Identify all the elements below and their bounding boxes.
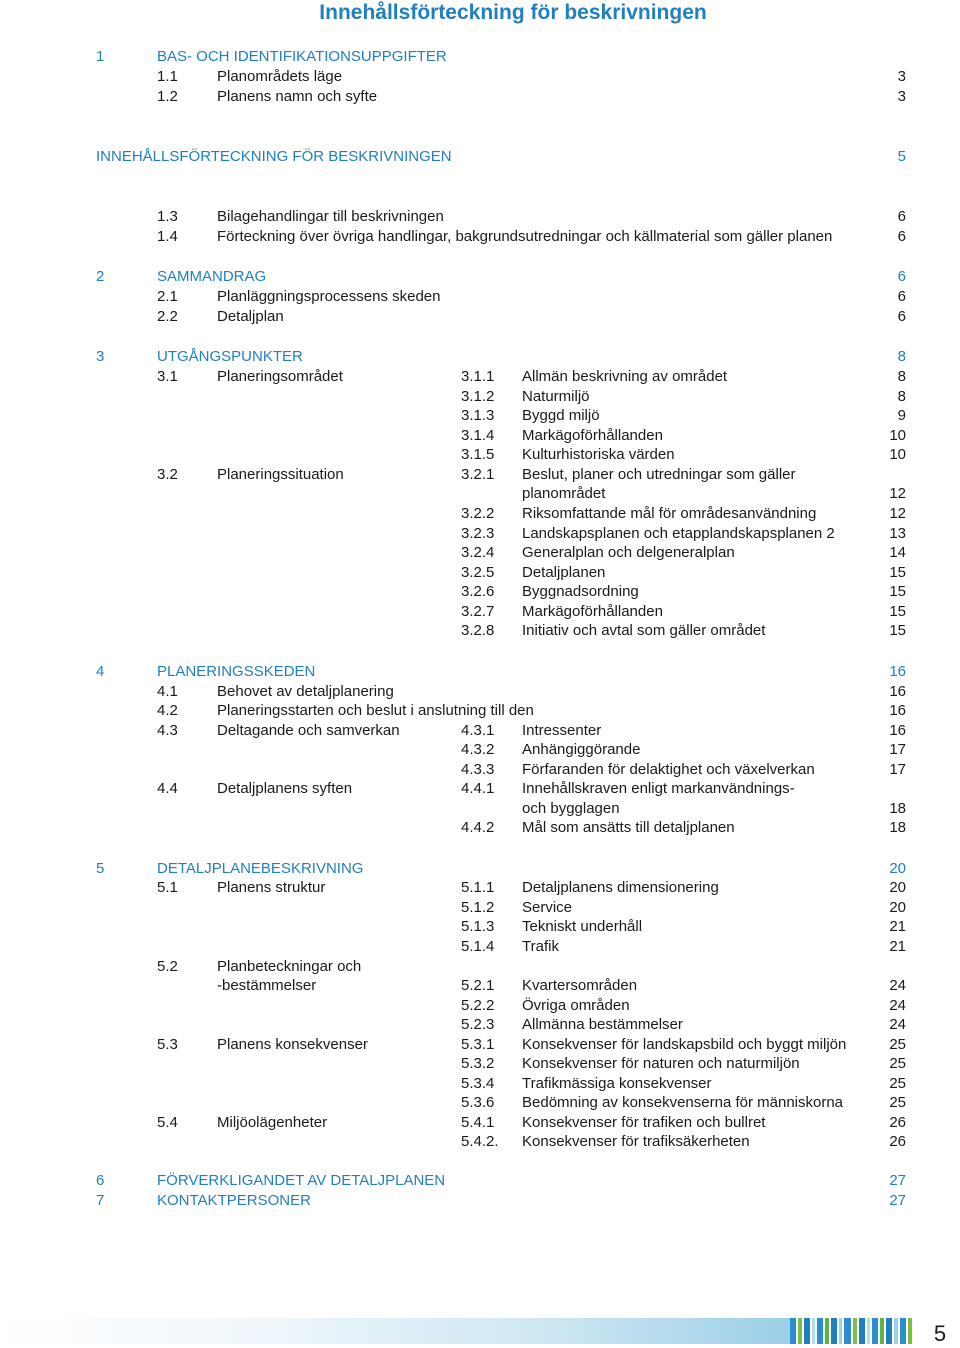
toc-subsubsection-title: Service [522,899,573,916]
toc-subsubsection-title: Trafikmässiga konsekvenser [522,1075,712,1092]
toc-page-number: 6 [897,208,906,225]
toc-section-number: 7 [96,1192,105,1209]
toc-page-number: 27 [889,1172,906,1189]
footer-stripe [817,1318,823,1344]
toc-subsection-title: Detaljplan [217,308,284,325]
page-title: Innehållsförteckning för beskrivningen [319,1,707,24]
toc-page-number: 26 [889,1114,906,1131]
toc-subsubsection-number: 5.2.1 [461,977,495,994]
toc-subsection-title: Miljöolägenheter [217,1114,328,1131]
toc-subsection-title: Planens struktur [217,879,326,896]
toc-section-title: SAMMANDRAG [157,268,267,285]
toc-page-number: 15 [889,622,906,639]
toc-entry-row[interactable] [0,818,960,838]
toc-entry-row[interactable] [0,1113,960,1133]
toc-subsection-title: Planens konsekvenser [217,1036,368,1053]
toc-subsubsection-number: 3.2.5 [461,564,495,581]
toc-page-number: 10 [889,446,906,463]
toc-subsubsection-title: och bygglagen [522,800,620,817]
toc-entry-row[interactable] [0,287,960,307]
toc-subsubsection-title: Konsekvenser för naturen och naturmiljön [522,1055,800,1072]
toc-subsubsection-number: 5.1.3 [461,918,495,935]
toc-page-number: 25 [889,1055,906,1072]
toc-entry-row[interactable] [0,1074,960,1094]
toc-entry-row[interactable] [0,957,960,977]
toc-page-number: 24 [889,997,906,1014]
toc-entry-row[interactable] [0,1054,960,1074]
toc-page-number: 3 [897,88,906,105]
toc-subsubsection-title: Allmänna bestämmelser [522,1016,683,1033]
toc-subsection-title: Behovet av detaljplanering [217,683,394,700]
toc-subsection-title: Förteckning över övriga handlingar, bakgrundsutredningar och källmaterial som gäller planen [217,228,833,245]
toc-subsection-number: 5.3 [157,1036,178,1053]
toc-subsection-title: Bilagehandlingar till beskrivningen [217,208,444,225]
toc-subsubsection-number: 4.3.2 [461,741,495,758]
toc-subsubsection-number: 5.1.2 [461,899,495,916]
footer-stripe [867,1318,870,1344]
toc-subsubsection-title: Markägoförhållanden [522,603,663,620]
toc-subsubsection-title: Trafik [522,938,559,955]
toc-subsection-number: 5.1 [157,879,178,896]
toc-page-number: 6 [897,308,906,325]
toc-subsubsection-title: planområdet [522,485,606,502]
toc-entry-row[interactable] [0,524,960,544]
toc-subsection-number: 5.2 [157,958,178,975]
toc-entry-row[interactable] [0,1035,960,1055]
toc-section-number: 5 [96,860,105,877]
toc-subsection-title: -bestämmelser [217,977,317,994]
toc-entry-row[interactable] [0,582,960,602]
toc-page-number: 18 [889,800,906,817]
toc-subsubsection-number: 5.4.1 [461,1114,495,1131]
toc-entry-row[interactable] [0,996,960,1016]
toc-subsubsection-title: Detaljplanen [522,564,606,581]
toc-entry-row[interactable] [0,484,960,504]
toc-page-number: 21 [889,938,906,955]
toc-subsection-title: Planläggningsprocessens skeden [217,288,441,305]
toc-page-number: 12 [889,505,906,522]
toc-subsection-number: 2.1 [157,288,178,305]
toc-subsubsection-title: Landskapsplanen och etapplandskapsplanen 2 [522,525,835,542]
toc-entry-row[interactable] [0,740,960,760]
toc-subsection-title: Detaljplanens syften [217,780,353,797]
toc-entry-row[interactable] [0,87,960,107]
toc-page-number: 18 [889,819,906,836]
footer-stripe [900,1318,906,1344]
footer-stripe [790,1318,796,1344]
toc-entry-row[interactable] [0,207,960,227]
toc-subsubsection-number: 4.4.1 [461,780,495,797]
toc-section-number: 3 [96,348,105,365]
toc-subsubsection-number: 5.3.2 [461,1055,495,1072]
toc-page-number: 15 [889,564,906,581]
toc-subsection-title: Deltagande och samverkan [217,722,400,739]
toc-subsubsection-title: Kulturhistoriska värden [522,446,675,463]
toc-subsubsection-title: Allmän beskrivning av området [522,368,728,385]
toc-subsubsection-title: Generalplan och delgeneralplan [522,544,735,561]
toc-subsubsection-title: Konsekvenser för trafiken och bullret [522,1114,766,1131]
toc-page-number: 16 [889,683,906,700]
toc-entry-row[interactable] [0,682,960,702]
toc-section-title: INNEHÅLLSFÖRTECKNING FÖR BESKRIVNINGEN [96,148,452,165]
toc-page-number: 25 [889,1036,906,1053]
toc-subsection-number: 4.2 [157,702,178,719]
toc-subsection-title: Planbeteckningar och [217,958,362,975]
toc-page-number: 26 [889,1133,906,1150]
toc-subsubsection-title: Byggnadsordning [522,583,639,600]
toc-subsubsection-number: 3.1.4 [461,427,495,444]
toc-entry-row[interactable] [0,543,960,563]
toc-entry-row[interactable] [0,426,960,446]
toc-subsubsection-title: Mål som ansätts till detaljplanen [522,819,735,836]
toc-entry-row[interactable] [0,937,960,957]
toc-page-number: 6 [897,268,906,285]
toc-subsection-number: 2.2 [157,308,178,325]
toc-section-row[interactable] [0,267,960,287]
toc-section-title: PLANERINGSSKEDEN [157,663,316,680]
toc-page-number: 9 [897,407,906,424]
toc-subsubsection-number: 5.3.1 [461,1036,495,1053]
toc-page-number: 20 [889,899,906,916]
toc-entry-row[interactable] [0,227,960,247]
footer-stripe [894,1318,898,1344]
toc-page-number: 12 [889,485,906,502]
toc-entry-row[interactable] [0,67,960,87]
footer-stripe [886,1318,892,1344]
toc-entry-row[interactable] [0,445,960,465]
toc-subsubsection-title: Initiativ och avtal som gäller området [522,622,766,639]
toc-entry-row[interactable] [0,147,960,167]
toc-subsubsection-number: 3.1.5 [461,446,495,463]
toc-section-row[interactable] [0,1191,960,1211]
toc-subsection-number: 4.4 [157,780,178,797]
toc-page-number: 24 [889,977,906,994]
toc-entry-row[interactable] [0,898,960,918]
toc-subsubsection-title: Kvartersområden [522,977,638,994]
toc-entry-row[interactable] [0,465,960,485]
toc-page-number: 17 [889,761,906,778]
toc-subsubsection-title: Anhängiggörande [522,741,641,758]
toc-subsubsection-number: 3.2.7 [461,603,495,620]
toc-subsection-title: Planens namn och syfte [217,88,378,105]
toc-subsubsection-title: Innehållskraven enligt markanvändnings- [522,780,795,797]
toc-subsection-title: Planeringsstarten och beslut i anslutning till den [217,702,534,719]
page-number: 5 [933,1321,947,1346]
toc-subsection-number: 1.3 [157,208,178,225]
toc-subsubsection-title: Konsekvenser för trafiksäkerheten [522,1133,750,1150]
toc-section-number: 6 [96,1172,105,1189]
toc-entry-row[interactable] [0,387,960,407]
toc-page-number: 27 [889,1192,906,1209]
toc-subsubsection-number: 5.1.4 [461,938,495,955]
toc-subsubsection-title: Detaljplanens dimensionering [522,879,719,896]
toc-subsection-title: Planeringsområdet [217,368,343,385]
toc-entry-row[interactable] [0,878,960,898]
toc-page-number: 17 [889,741,906,758]
toc-entry-row[interactable] [0,799,960,819]
toc-page-number: 8 [897,348,906,365]
toc-subsubsection-number: 5.1.1 [461,879,495,896]
toc-entry-row[interactable] [0,406,960,426]
toc-section-row[interactable] [0,859,960,879]
toc-page-number: 13 [889,525,906,542]
toc-subsubsection-number: 3.2.4 [461,544,495,561]
footer-decoration [0,1318,960,1348]
toc-subsection-number: 5.4 [157,1114,178,1131]
toc-subsection-number: 1.1 [157,68,178,85]
toc-subsubsection-title: Riksomfattande mål för områdesanvändning [522,505,817,522]
toc-entry-row[interactable] [0,976,960,996]
toc-section-title: UTGÅNGSPUNKTER [157,348,303,365]
toc-subsubsection-number: 4.4.2 [461,819,495,836]
footer-stripe [908,1318,912,1344]
toc-entry-row[interactable] [0,917,960,937]
footer-stripe [880,1318,884,1344]
footer-stripe [853,1318,857,1344]
toc-entry-row[interactable] [0,621,960,641]
toc-page-number: 6 [897,288,906,305]
footer-stripe [839,1318,842,1344]
toc-subsubsection-title: Konsekvenser för landskapsbild och byggt miljön [522,1036,847,1053]
toc-subsubsection-title: Bedömning av konsekvenserna för människorna [522,1094,844,1111]
toc-subsection-number: 3.1 [157,368,178,385]
toc-section-row[interactable] [0,347,960,367]
toc-page-number: 10 [889,427,906,444]
toc-subsubsection-title: Naturmiljö [522,388,590,405]
toc-subsubsection-number: 3.1.2 [461,388,495,405]
toc-subsubsection-number: 3.2.2 [461,505,495,522]
toc-page-number: 25 [889,1075,906,1092]
toc-subsubsection-title: Tekniskt underhåll [522,918,643,935]
toc-entry-row[interactable] [0,760,960,780]
toc-page-number: 15 [889,603,906,620]
toc-section-row[interactable] [0,47,960,67]
toc-page-number: 20 [889,860,906,877]
toc-subsubsection-number: 3.2.6 [461,583,495,600]
toc-entry-row[interactable] [0,701,960,721]
toc-section-row[interactable] [0,662,960,682]
toc-subsubsection-number: 3.2.3 [461,525,495,542]
toc-entry-row[interactable] [0,563,960,583]
toc-entry-row[interactable] [0,1132,960,1152]
toc-subsection-title: Planeringssituation [217,466,344,483]
toc-page-number: 16 [889,702,906,719]
footer-stripe [804,1318,810,1344]
toc-page-number: 8 [897,368,906,385]
toc-subsubsection-number: 3.2.1 [461,466,495,483]
toc-entry-row[interactable] [0,504,960,524]
toc-subsubsection-number: 5.3.6 [461,1094,495,1111]
toc-page-number: 16 [889,722,906,739]
footer-stripe [825,1318,829,1344]
toc-subsubsection-number: 5.4.2. [461,1133,499,1150]
toc-page-number: 20 [889,879,906,896]
footer-stripe [798,1318,802,1344]
toc-subsubsection-title: Övriga områden [522,997,630,1014]
toc-section-title: KONTAKTPERSONER [157,1192,311,1209]
toc-subsubsection-title: Förfaranden för delaktighet och växelverkan [522,761,815,778]
toc-page-number: 25 [889,1094,906,1111]
toc-subsubsection-title: Beslut, planer och utredningar som gäller [522,466,796,483]
toc-subsubsection-number: 3.1.3 [461,407,495,424]
toc-section-title: DETALJPLANEBESKRIVNING [157,860,364,877]
footer-stripe [859,1318,865,1344]
toc-section-number: 4 [96,663,105,680]
toc-page-number: 8 [897,388,906,405]
toc-section-row[interactable] [0,1171,960,1191]
footer-stripe [872,1318,878,1344]
toc-entry-row[interactable] [0,367,960,387]
toc-entry-row[interactable] [0,307,960,327]
footer-stripe [831,1318,837,1344]
toc-page-number: 15 [889,583,906,600]
toc-subsubsection-number: 3.1.1 [461,368,495,385]
toc-subsubsection-number: 5.2.3 [461,1016,495,1033]
toc-page-number: 14 [889,544,906,561]
toc-entry-row[interactable] [0,779,960,799]
toc-subsection-number: 4.3 [157,722,178,739]
toc-subsubsection-number: 4.3.3 [461,761,495,778]
toc-entry-row[interactable] [0,1015,960,1035]
toc-section-number: 1 [96,48,105,65]
toc-subsection-number: 3.2 [157,466,178,483]
toc-page-number: 5 [897,148,906,165]
toc-page-number: 21 [889,918,906,935]
toc-subsection-title: Planområdets läge [217,68,343,85]
toc-subsection-number: 4.1 [157,683,178,700]
toc-subsection-number: 1.4 [157,228,178,245]
footer-stripe [812,1318,815,1344]
toc-subsection-number: 1.2 [157,88,178,105]
footer-gradient-bar [0,1318,790,1344]
toc-section-title: FÖRVERKLIGANDET AV DETALJPLANEN [157,1172,446,1189]
footer-stripe [844,1318,851,1344]
toc-subsubsection-title: Byggd miljö [522,407,600,424]
toc-entry-row[interactable] [0,721,960,741]
toc-page-number: 16 [889,663,906,680]
toc-page-number: 24 [889,1016,906,1033]
toc-subsubsection-title: Markägoförhållanden [522,427,663,444]
toc-subsubsection-number: 5.2.2 [461,997,495,1014]
toc-subsubsection-number: 3.2.8 [461,622,495,639]
toc-entry-row[interactable] [0,1093,960,1113]
toc-subsubsection-number: 4.3.1 [461,722,495,739]
toc-page-number: 3 [897,68,906,85]
toc-page-number: 6 [897,228,906,245]
toc-entry-row[interactable] [0,602,960,622]
toc-section-title: BAS- OCH IDENTIFIKATIONSUPPGIFTER [157,48,447,65]
toc-section-number: 2 [96,268,105,285]
toc-subsubsection-title: Intressenter [522,722,602,739]
toc-subsubsection-number: 5.3.4 [461,1075,495,1092]
